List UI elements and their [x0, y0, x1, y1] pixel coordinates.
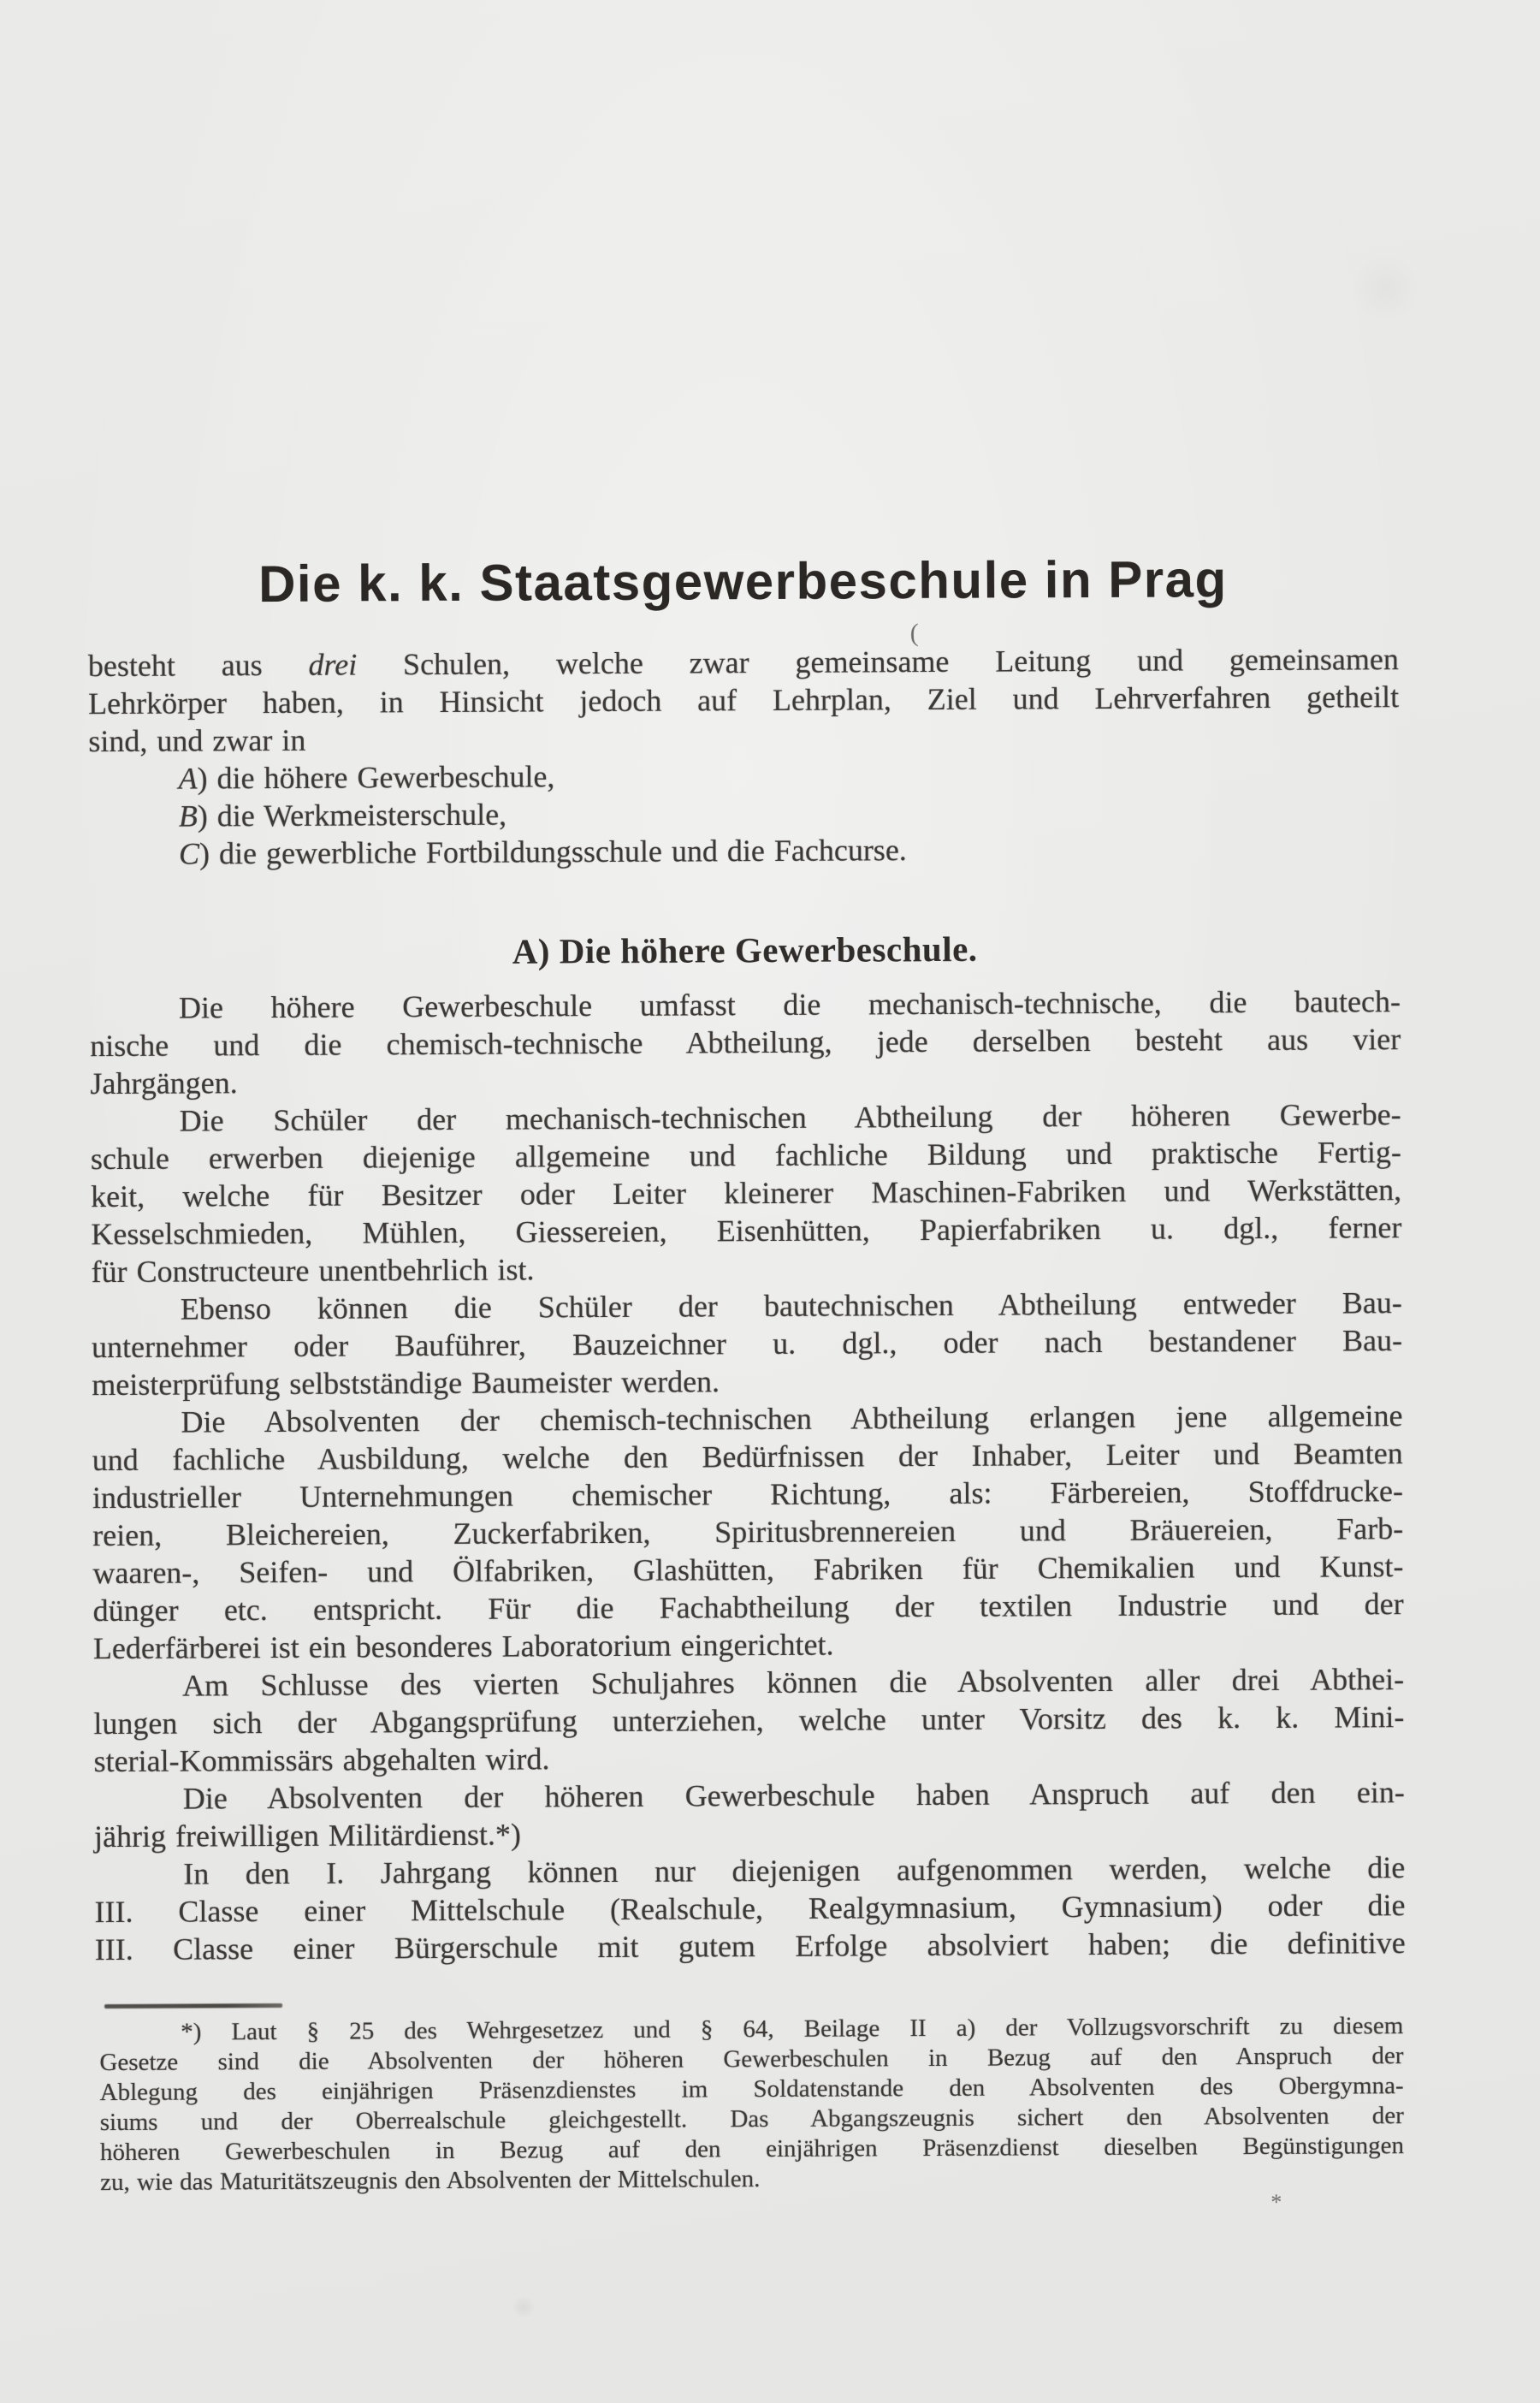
text-line: Die Absolventen der höheren Gewerbeschule haben Anspruch auf den ein-: [182, 1775, 1405, 1816]
text-line: unternehmer oder Bauführer, Bauzeichner u. dgl., oder nach bestandener Bau-: [91, 1323, 1403, 1365]
text-line: besteht aus drei Schulen, welche zwar gemeinsame Leitung und gemeinsamen: [87, 642, 1399, 684]
footnote-line: höheren Gewerbeschulen in Bezug auf den einjährigen Präsenzdienst dieselben Begünstigungen: [99, 2132, 1405, 2167]
text-line: industrieller Unternehmungen chemischer Richtung, als: Färbereien, Stoffdrucke-: [92, 1474, 1404, 1516]
footnote-line: *) Laut § 25 des Wehrgesetzez und § 64, Beilage II a) der Vollzugsvorschrift zu diesem: [181, 2012, 1404, 2046]
page-title: Die k. k. Staatsgewerbeschule in Prag: [258, 550, 1228, 614]
text-line: Am Schlusse des vierten Schuljahres können die Absolventen aller drei Abthei-: [182, 1662, 1405, 1703]
footnote-separator: [104, 2003, 282, 2008]
text-line: sterial-Kommissärs abgehalten wird.: [93, 1741, 550, 1779]
body-paragraphs: [90, 982, 1406, 1968]
text-line: Lederfärberei ist ein besonderes Laboratorium eingerichtet.: [92, 1627, 834, 1666]
text-line: für Constructeure unentbehrlich ist.: [91, 1252, 535, 1290]
text-line: nische und die chemisch-technische Abtheilung, jede derselben besteht aus vier: [90, 1022, 1401, 1064]
text-line: III. Classe einer Mittelschule (Realschule, Realgymnasium, Gymnasium) oder die: [94, 1888, 1406, 1930]
text-line: Lehrkörper haben, in Hinsicht jedoch auf Lehrplan, Ziel und Lehrverfahren getheilt: [88, 679, 1400, 721]
text-line: dünger etc. entspricht. Für die Fachabtheilung der textilen Industrie und der: [92, 1587, 1404, 1629]
text-line: reien, Bleichereien, Zuckerfabriken, Spiritusbrennereien und Bräuereien, Farb-: [92, 1511, 1404, 1553]
text-line: Die Schüler der mechanisch-technischen Abtheilung der höheren Gewerbe-: [179, 1097, 1401, 1138]
text-line: In den I. Jahrgang können nur diejenigen aufgenommen werden, welche die: [183, 1850, 1406, 1891]
text-line: Kesselschmieden, Mühlen, Giessereien, Eisenhütten, Papierfabriken u. dgl., ferner: [91, 1210, 1402, 1252]
stray-asterisk-mark: *: [1270, 2189, 1282, 2215]
text-line: B) die Werkmeisterschule,: [178, 797, 507, 834]
footnote: [99, 2011, 1404, 2198]
text-line: Ebenso können die Schüler der bautechnischen Abtheilung entweder Bau-: [180, 1285, 1402, 1326]
text-line: Die höhere Gewerbeschule umfasst die mechanisch-technische, die bautech-: [178, 984, 1401, 1025]
text-line: meisterprüfung selbstständige Baumeister werden.: [92, 1364, 720, 1403]
section-heading: A) Die höhere Gewerbeschule.: [512, 929, 978, 971]
stray-paren-mark: (: [909, 619, 919, 648]
text-line: schule erwerben diejenige allgemeine und fachliche Bildung und praktische Fertig-: [90, 1135, 1401, 1177]
text-line: jährig freiwilligen Militärdienst.*): [93, 1817, 522, 1854]
text-line: III. Classe einer Bürgerschule mit gutem Erfolge absolviert haben; die definitive: [94, 1925, 1406, 1967]
text-line: sind, und zwar in: [88, 722, 306, 759]
text-line: Jahrgängen.: [90, 1065, 238, 1101]
text-line: lungen sich der Abgangsprüfung unterziehen, welche unter Vorsitz des k. k. Mini-: [93, 1700, 1405, 1741]
footnote-line: Gesetze sind die Absolventen der höheren Gewerbeschulen in Bezug auf den Anspruch der: [99, 2042, 1404, 2077]
footnote-line: Ablegung des einjährigen Präsenzdienstes im Soldatenstande den Absolventen des Obergymna-: [99, 2072, 1404, 2107]
text-line: keit, welche für Besitzer oder Leiter kleinerer Maschinen-Fabriken und Werkstätten,: [91, 1172, 1402, 1214]
footnote-line: zu, wie das Maturitätszeugnis den Absolventen der Mittelschulen.: [100, 2165, 761, 2197]
text-line: A) die höhere Gewerbeschule,: [178, 759, 555, 796]
text-line: Die Absolventen der chemisch-technischen Abtheilung erlangen jene allgemeine: [181, 1398, 1403, 1439]
text-line: und fachliche Ausbildung, welche den Bedürfnissen der Inhaber, Leiter und Beamten: [92, 1436, 1403, 1478]
text-line: waaren-, Seifen- und Ölfabriken, Glashütten, Fabriken für Chemikalien und Kunst-: [92, 1549, 1404, 1591]
footnote-line: siums und der Oberrealschule gleichgestellt. Das Abgangszeugnis sichert den Absolventen der: [99, 2102, 1404, 2137]
intro-paragraph: [88, 640, 1400, 873]
text-line: C) die gewerbliche Fortbildungsschule und die Fachcurse.: [178, 833, 907, 871]
